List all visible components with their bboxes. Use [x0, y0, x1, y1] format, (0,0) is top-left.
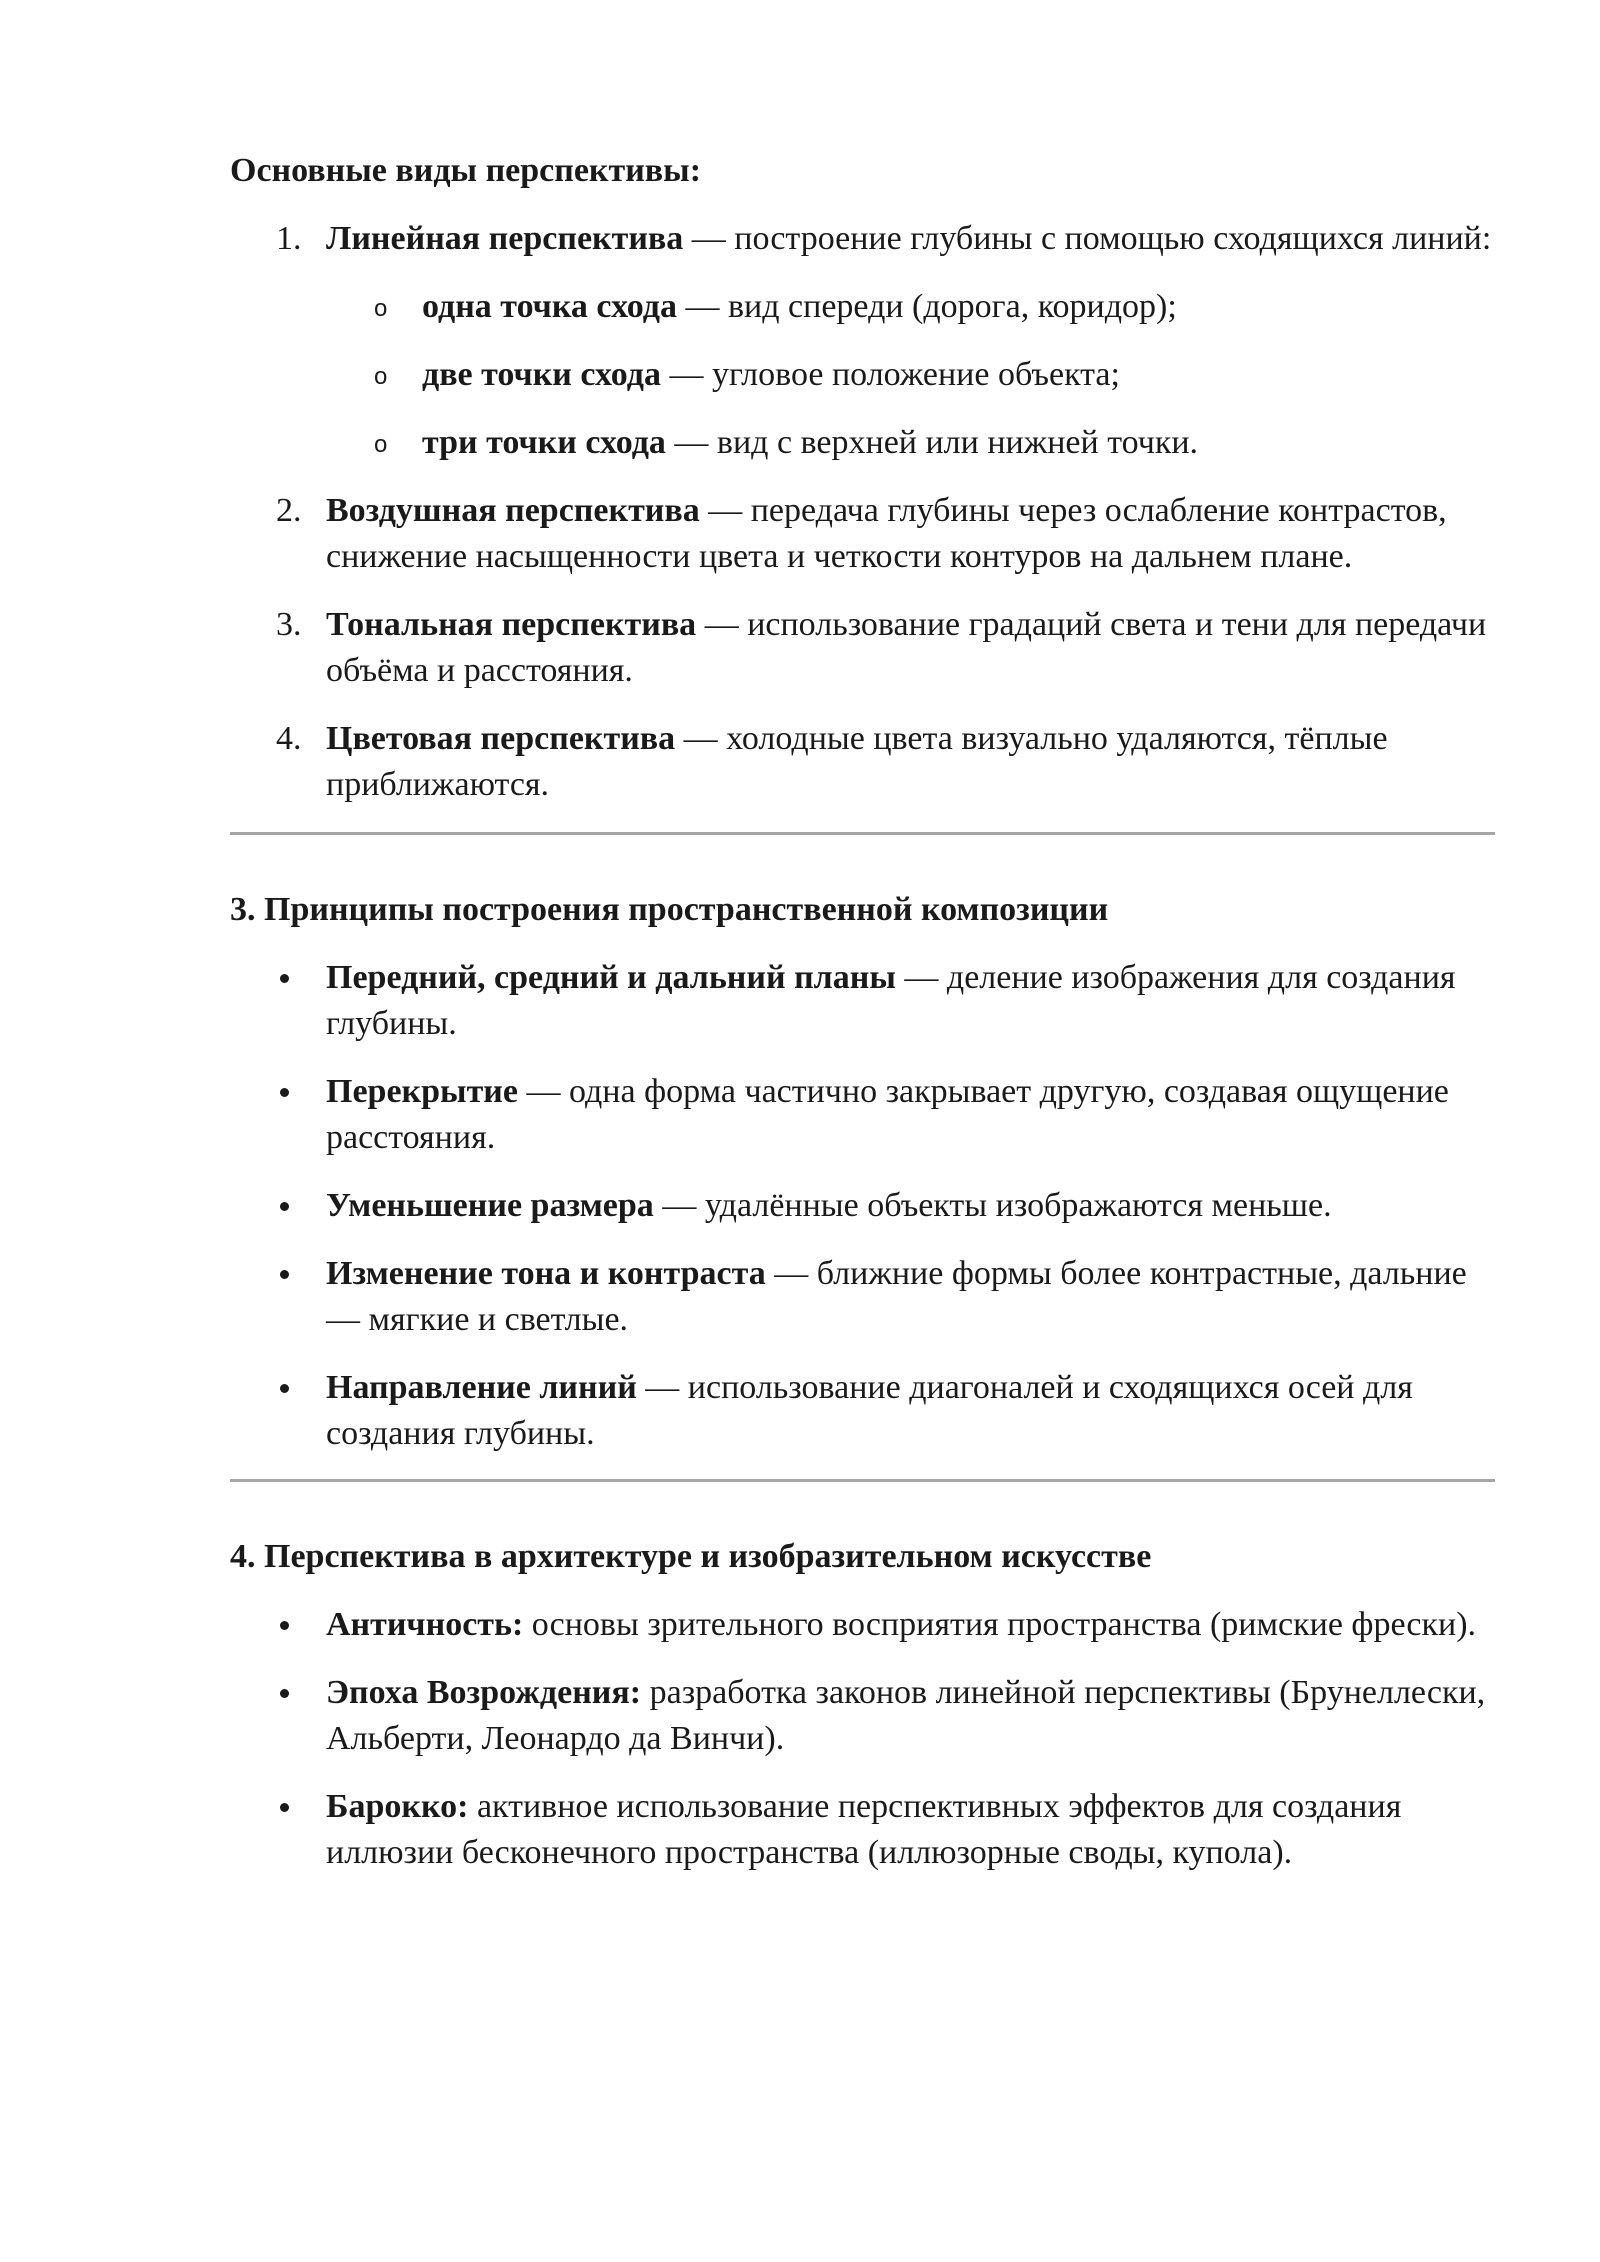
sub-list-item [326, 352, 1495, 398]
list-item [230, 716, 1495, 808]
bullet-icon [280, 1621, 289, 1630]
section-heading-principles: 3. Принципы построения пространственной композиции [230, 891, 1109, 928]
bullet-icon [280, 1088, 289, 1097]
list-item [230, 1183, 1495, 1229]
description: — холодные цвета визуально удаляются, тёплые приближаются. [326, 720, 1388, 803]
circle-bullet-icon: o [374, 295, 388, 322]
list-item [230, 1602, 1495, 1648]
bullet-icon [280, 1803, 289, 1812]
term: одна точка схода [422, 288, 677, 325]
bullet-icon [280, 1384, 289, 1393]
list-item [230, 602, 1495, 694]
description: — угловое положение объекта; [660, 356, 1120, 393]
bullet-icon [280, 1202, 289, 1211]
sub-list-item [326, 420, 1495, 466]
list-item [230, 488, 1495, 580]
term: Изменение тона и контраста [326, 1255, 766, 1292]
term: Античность: [326, 1606, 524, 1643]
term: Барокко: [326, 1788, 469, 1825]
circle-bullet-icon: o [374, 363, 388, 390]
document-page [230, 148, 1495, 1876]
term: Перекрытие [326, 1073, 518, 1110]
list-item [230, 955, 1495, 1047]
term: Эпоха Возрождения: [326, 1674, 642, 1711]
term: Тональная перспектива [326, 606, 697, 643]
description: — использование диагоналей и сходящихся осей для создания глубины. [326, 1369, 1413, 1452]
description: — ближние формы более контрастные, дальние — мягкие и светлые. [326, 1255, 1467, 1338]
description: — использование градаций света и тени для передачи объёма и расстояния. [326, 606, 1487, 689]
vanishing-points-list [326, 284, 1495, 466]
list-item [230, 1069, 1495, 1161]
bullet-icon [280, 974, 289, 983]
term: Направление линий [326, 1369, 637, 1406]
description: — построение глубины с помощью сходящихся линий: [683, 220, 1492, 257]
bullet-icon [280, 1689, 289, 1698]
circle-bullet-icon: o [374, 431, 388, 458]
term: две точки схода [422, 356, 661, 393]
description: — вид с верхней или нижней точки. [665, 424, 1199, 461]
perspective-types-list [230, 216, 1495, 808]
list-number: 2. [276, 492, 302, 529]
list-number: 1. [276, 220, 302, 257]
description: разработка законов линейной перспективы (Брунеллески, Альберти, Леонардо да Винчи). [326, 1674, 1486, 1757]
description: — деление изображения для создания глубины. [326, 959, 1456, 1042]
list-number: 3. [276, 606, 302, 643]
term: Воздушная перспектива [326, 492, 700, 529]
description: — вид спереди (дорога, коридор); [677, 288, 1177, 325]
term: три точки схода [422, 424, 666, 461]
principles-list [230, 955, 1495, 1457]
description: — передача глубины через ослабление контрастов, снижение насыщенности цвета и четкости контуров на дальнем плане. [326, 492, 1447, 575]
art-history-list [230, 1602, 1495, 1876]
horizontal-divider [230, 832, 1495, 835]
term: Передний, средний и дальний планы [326, 959, 896, 996]
list-item [230, 1784, 1495, 1876]
horizontal-divider [230, 1479, 1495, 1482]
term: Уменьшение размера [326, 1187, 654, 1224]
term: Цветовая перспектива [326, 720, 676, 757]
list-item [230, 1670, 1495, 1762]
description: активное использование перспективных эффектов для создания иллюзии бесконечного пространства (иллюзорные своды, купола). [326, 1788, 1402, 1871]
list-item [230, 1251, 1495, 1343]
description: — одна форма частично закрывает другую, создавая ощущение расстояния. [326, 1073, 1449, 1156]
description: основы зрительного восприятия пространства (римские фрески). [523, 1606, 1477, 1643]
sub-list-item [326, 284, 1495, 330]
list-item [230, 1365, 1495, 1457]
section-heading-perspective-types: Основные виды перспективы: [230, 152, 702, 189]
list-number: 4. [276, 720, 302, 757]
list-item [230, 216, 1495, 466]
description: — удалённые объекты изображаются меньше. [653, 1187, 1332, 1224]
bullet-icon [280, 1270, 289, 1279]
term: Линейная перспектива [326, 220, 684, 257]
section-heading-art: 4. Перспектива в архитектуре и изобразительном искусстве [230, 1538, 1152, 1575]
